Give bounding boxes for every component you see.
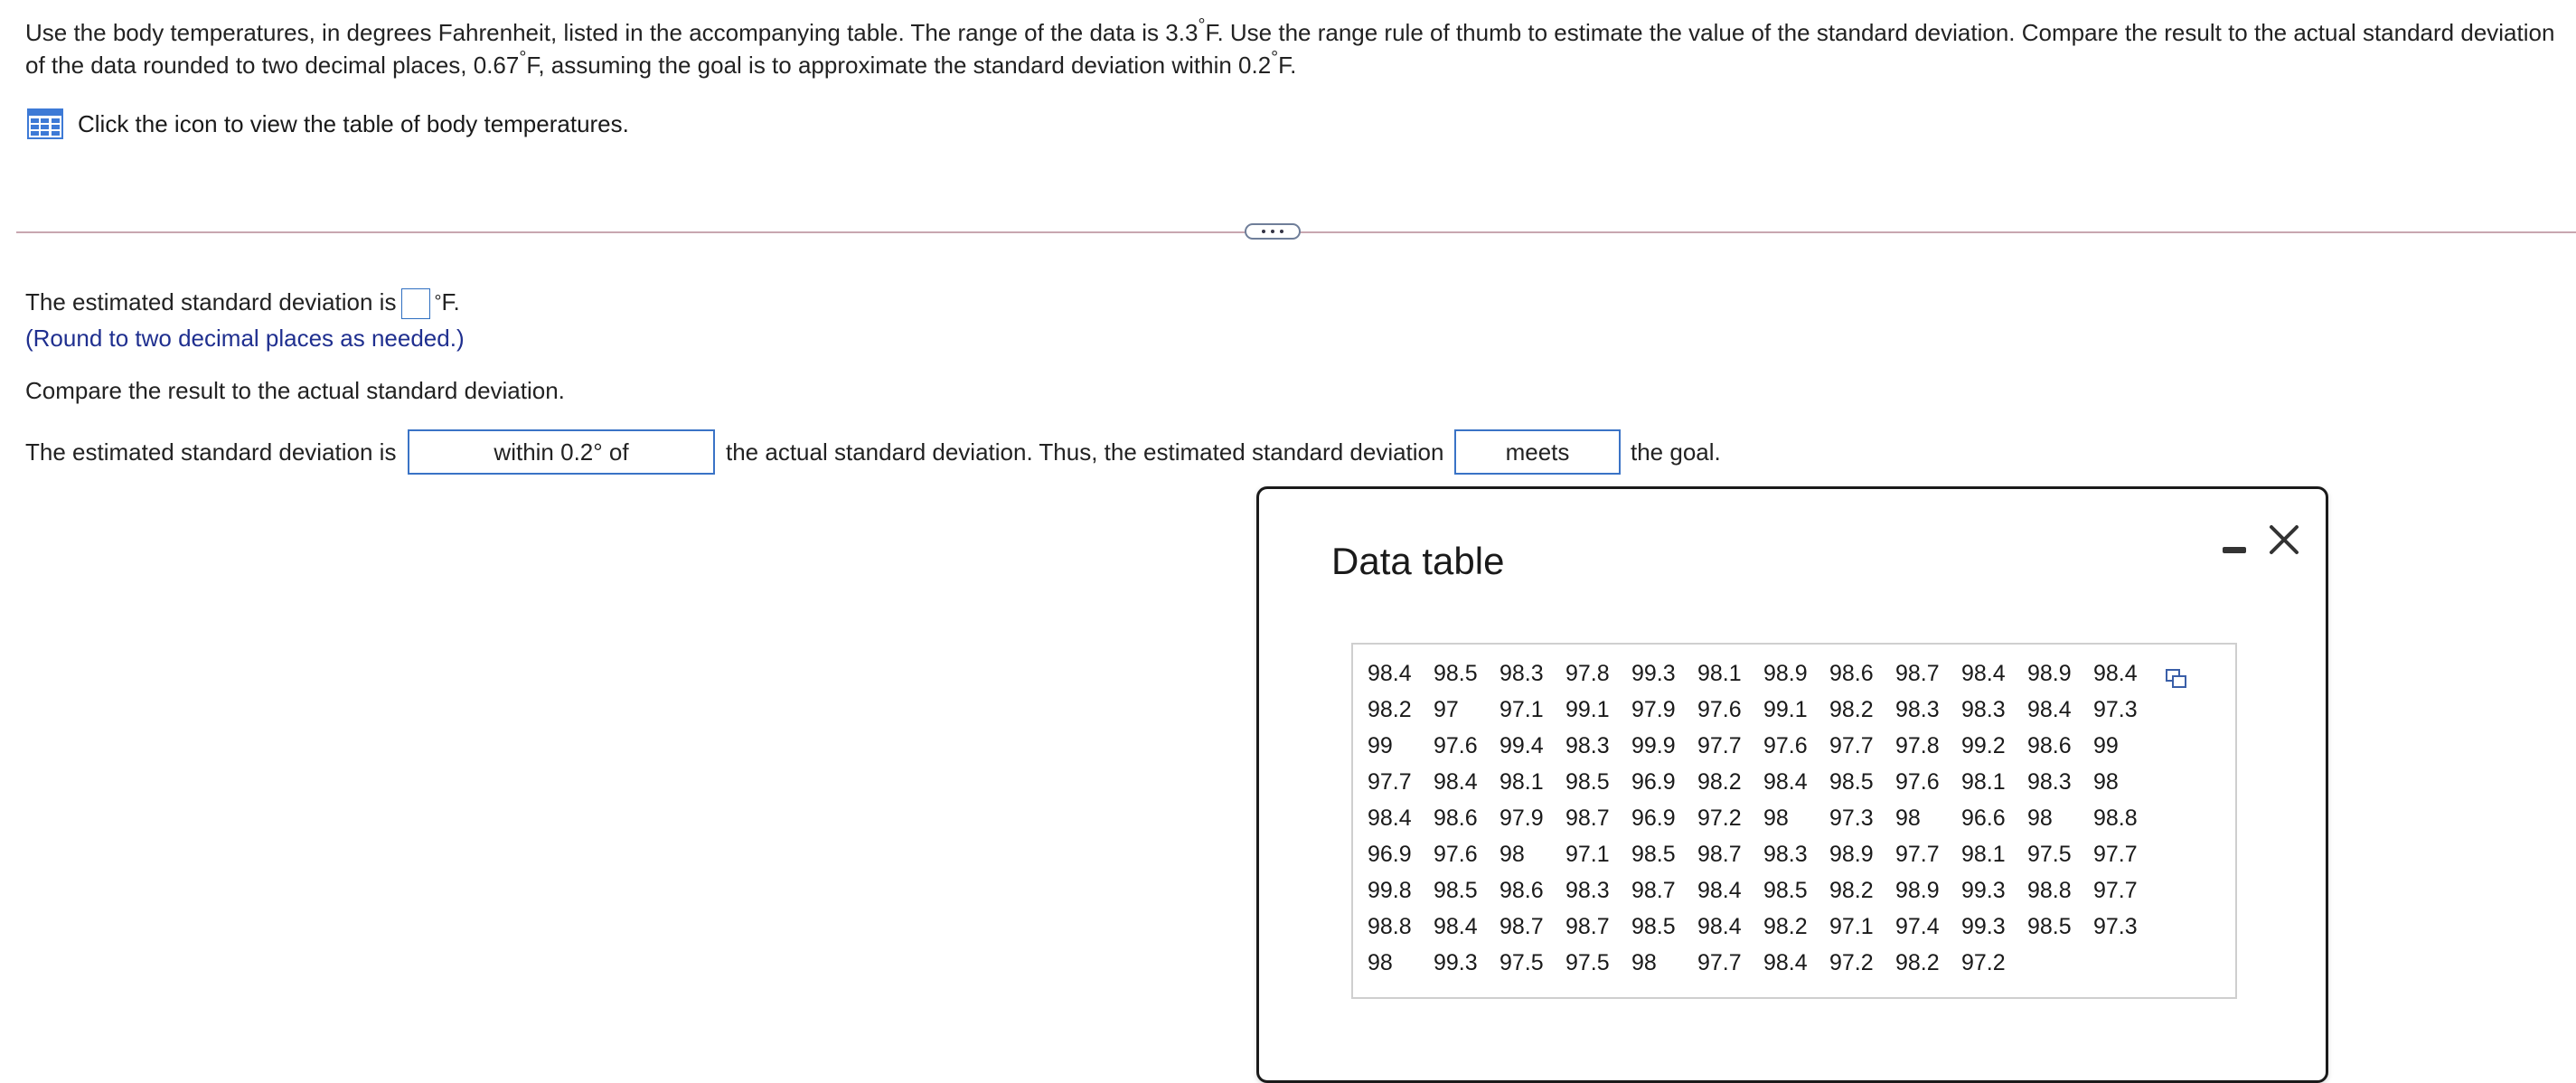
table-cell: 97.5 — [1565, 949, 1610, 975]
table-cell: 97.5 — [1500, 949, 1544, 975]
table-cell: 98.5 — [1631, 913, 1676, 939]
compare-line-part2: the actual standard deviation. Thus, the estimated standard deviation — [726, 438, 1444, 466]
table-cell: 99.3 — [1631, 660, 1676, 686]
view-table-label[interactable]: Click the icon to view the table of body temperatures. — [78, 109, 629, 137]
table-cell: 98.7 — [1565, 805, 1610, 831]
table-cell: 97.8 — [1565, 660, 1610, 686]
table-cell: 97.7 — [1829, 732, 1874, 758]
table-cell: 98.6 — [1829, 660, 1874, 686]
table-cell: 97.4 — [1895, 913, 1940, 939]
table-cell: 97 — [1434, 696, 1459, 722]
table-cell: 98.4 — [1434, 768, 1478, 795]
table-cell: 97.7 — [1895, 841, 1940, 867]
table-cell: 96.9 — [1631, 805, 1676, 831]
table-cell: 97.6 — [1434, 841, 1478, 867]
table-cell: 96.9 — [1368, 841, 1412, 867]
table-cell: 98.4 — [1434, 913, 1478, 939]
table-cell: 98.4 — [1763, 949, 1808, 975]
table-cell: 98 — [2027, 805, 2053, 831]
table-cell: 99.1 — [1763, 696, 1808, 722]
table-cell: 98 — [1895, 805, 1921, 831]
table-cell: 98.2 — [1895, 949, 1940, 975]
compare-line-part1: The estimated standard deviation is — [25, 438, 397, 466]
view-table-link[interactable] — [27, 108, 629, 139]
copy-icon[interactable] — [2165, 668, 2188, 690]
table-cell: 98.5 — [1434, 877, 1478, 903]
table-row — [1368, 836, 2159, 872]
table-cell: 98.4 — [1961, 660, 2006, 686]
table-cell: 99.3 — [1961, 877, 2006, 903]
table-cell: 98 — [1631, 949, 1657, 975]
table-cell: 97.6 — [1895, 768, 1940, 795]
question-text: Use the body temperatures, in degrees Fahrenheit, listed in the accompanying table. The range of the data is 3.3°F. Use the range rule of thumb to estimate the value of the standard deviation. Compare the result to the actual standard deviation of the data rounded to two decimal places, 0.67°F, assuming the goal is to approximate the standard deviation within 0.2°F. — [25, 15, 2555, 79]
table-cell: 98.3 — [1895, 696, 1940, 722]
table-cell: 98.2 — [1829, 696, 1874, 722]
table-cell: 98.5 — [1631, 841, 1676, 867]
table-cell: 98.1 — [1961, 841, 2006, 867]
table-cell: 98.3 — [1961, 696, 2006, 722]
table-cell: 98.3 — [1565, 732, 1610, 758]
table-cell: 98 — [1368, 949, 1393, 975]
table-row — [1368, 872, 2159, 909]
table-cell: 97.9 — [1500, 805, 1544, 831]
table-cell: 99 — [2093, 732, 2119, 758]
table-cell: 97.8 — [1895, 732, 1940, 758]
table-cell: 96.6 — [1961, 805, 2006, 831]
table-cell: 98 — [1500, 841, 1525, 867]
table-cell: 98.2 — [1829, 877, 1874, 903]
table-cell: 98.8 — [2027, 877, 2072, 903]
table-cell: 98 — [1763, 805, 1789, 831]
table-cell: 98.5 — [1565, 768, 1610, 795]
table-cell: 98.1 — [1500, 768, 1544, 795]
table-cell: 97.2 — [1829, 949, 1874, 975]
table-cell: 97.3 — [2093, 913, 2138, 939]
table-cell: 98.4 — [2027, 696, 2072, 722]
table-row — [1368, 800, 2159, 836]
table-cell: 98.8 — [1368, 913, 1412, 939]
table-cell: 97.9 — [1631, 696, 1676, 722]
table-row — [1368, 764, 2159, 800]
table-cell: 98.7 — [1500, 913, 1544, 939]
table-icon[interactable] — [27, 108, 63, 139]
table-cell: 98.2 — [1697, 768, 1742, 795]
table-cell: 99.9 — [1631, 732, 1676, 758]
table-cell: 98.5 — [1829, 768, 1874, 795]
close-icon[interactable] — [2264, 520, 2304, 560]
data-table-dialog — [1256, 486, 2328, 1083]
table-cell: 97.7 — [1368, 768, 1412, 795]
table-cell: 97.6 — [1434, 732, 1478, 758]
table-cell: 99.3 — [1434, 949, 1478, 975]
table-cell: 98.4 — [2093, 660, 2138, 686]
table-cell: 98.7 — [1697, 841, 1742, 867]
table-cell: 98.7 — [1895, 660, 1940, 686]
table-cell: 98.5 — [2027, 913, 2072, 939]
table-cell: 99.8 — [1368, 877, 1412, 903]
table-cell: 97.7 — [2093, 841, 2138, 867]
table-cell: 99 — [1368, 732, 1393, 758]
table-cell: 97.6 — [1697, 696, 1742, 722]
table-row — [1368, 655, 2159, 692]
table-cell: 98.2 — [1368, 696, 1412, 722]
temperature-table — [1368, 655, 2159, 981]
compare-prompt: Compare the result to the actual standard deviation. — [25, 377, 565, 404]
table-row — [1368, 728, 2159, 764]
table-cell: 98.6 — [2027, 732, 2072, 758]
table-cell: 98.9 — [1763, 660, 1808, 686]
table-cell: 96.9 — [1631, 768, 1676, 795]
estimated-sd-line: The estimated standard deviation is °F. — [25, 287, 460, 319]
table-cell: 98.3 — [2027, 768, 2072, 795]
table-cell: 98.9 — [2027, 660, 2072, 686]
table-cell: 99.2 — [1961, 732, 2006, 758]
compare-line-part3: the goal. — [1631, 438, 1721, 466]
table-cell: 97.6 — [1763, 732, 1808, 758]
table-cell: 99.1 — [1565, 696, 1610, 722]
table-cell: 97.1 — [1565, 841, 1610, 867]
table-cell: 97.1 — [1829, 913, 1874, 939]
table-cell: 98.3 — [1763, 841, 1808, 867]
table-row — [1368, 692, 2159, 728]
table-cell: 98.2 — [1763, 913, 1808, 939]
table-cell: 98.1 — [1961, 768, 2006, 795]
table-cell: 97.2 — [1961, 949, 2006, 975]
table-cell: 98.9 — [1895, 877, 1940, 903]
table-cell: 97.7 — [2093, 877, 2138, 903]
table-cell: 98.8 — [2093, 805, 2138, 831]
table-cell: 98 — [2093, 768, 2119, 795]
table-row — [1368, 945, 2159, 981]
table-cell: 98.4 — [1368, 660, 1412, 686]
table-cell: 99.3 — [1961, 913, 2006, 939]
estimated-sd-input[interactable] — [401, 288, 430, 319]
table-row — [1368, 909, 2159, 945]
table-cell: 99.4 — [1500, 732, 1544, 758]
table-cell: 98.7 — [1565, 913, 1610, 939]
table-cell: 97.7 — [1697, 732, 1742, 758]
table-cell: 98.9 — [1829, 841, 1874, 867]
dialog-title: Data table — [1331, 540, 1505, 582]
table-cell: 98.3 — [1565, 877, 1610, 903]
round-hint: (Round to two decimal places as needed.) — [25, 325, 465, 352]
table-cell: 97.3 — [2093, 696, 2138, 722]
table-cell: 98.3 — [1500, 660, 1544, 686]
data-table-frame — [1351, 643, 2237, 999]
table-cell: 97.3 — [1829, 805, 1874, 831]
goal-dropdown[interactable]: meets — [1454, 429, 1621, 475]
table-cell: 98.4 — [1697, 913, 1742, 939]
table-cell: 97.5 — [2027, 841, 2072, 867]
table-cell: 98.6 — [1434, 805, 1478, 831]
minimize-icon[interactable] — [2215, 536, 2252, 563]
table-cell: 98.6 — [1500, 877, 1544, 903]
comparison-dropdown[interactable]: within 0.2° of — [408, 429, 715, 475]
table-cell: 98.4 — [1697, 877, 1742, 903]
table-cell: 98.5 — [1763, 877, 1808, 903]
more-dots-icon[interactable] — [1245, 223, 1301, 240]
table-cell: 98.5 — [1434, 660, 1478, 686]
table-cell: 98.4 — [1763, 768, 1808, 795]
table-cell: 98.7 — [1631, 877, 1676, 903]
table-cell: 97.2 — [1697, 805, 1742, 831]
table-cell: 98.1 — [1697, 660, 1742, 686]
table-cell: 98.4 — [1368, 805, 1412, 831]
table-cell: 97.1 — [1500, 696, 1544, 722]
table-cell: 97.7 — [1697, 949, 1742, 975]
